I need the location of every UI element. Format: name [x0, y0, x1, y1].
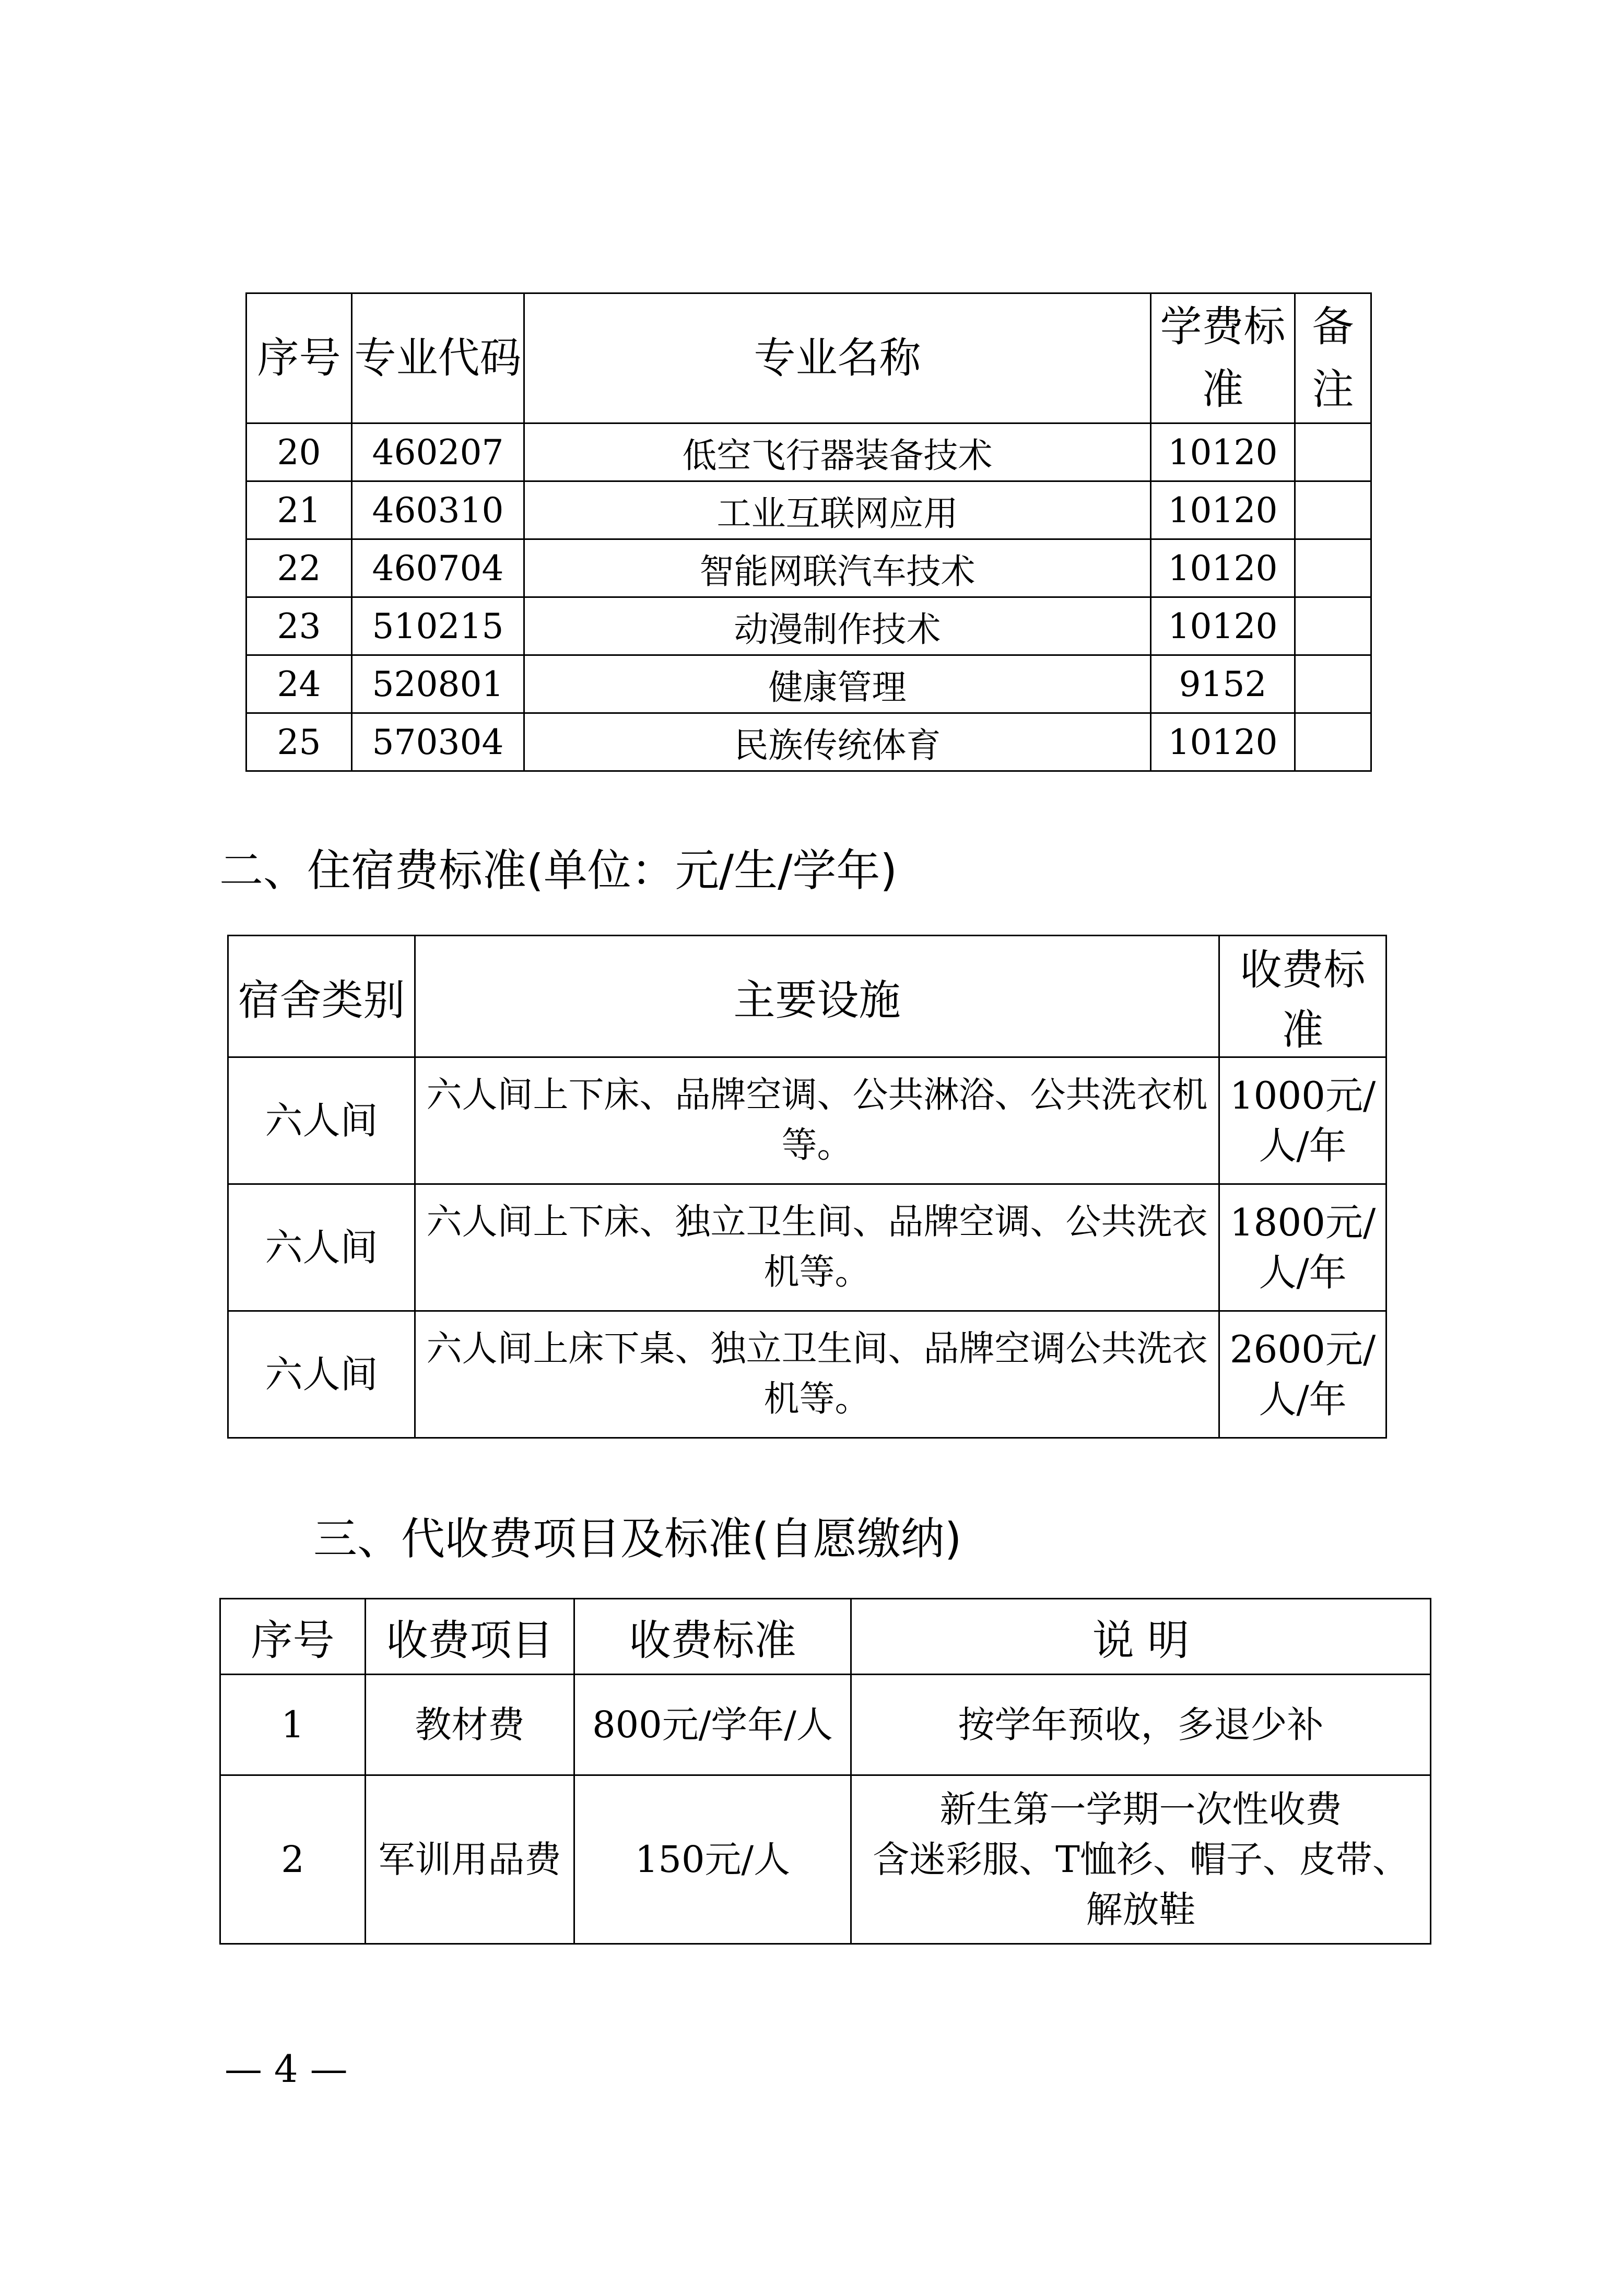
- cell-category: 六人间: [228, 1311, 415, 1438]
- table-row: [220, 1675, 1431, 1775]
- header-code: 专业代码: [352, 293, 524, 423]
- cell-fee: 1000元/人/年: [1219, 1057, 1386, 1184]
- desc-line: 含迷彩服、T恤衫、帽子、皮带、: [873, 1838, 1409, 1881]
- cell-item: 军训用品费: [366, 1775, 574, 1944]
- cell-index: 24: [246, 655, 352, 713]
- collection-fee-table: [219, 1598, 1431, 1945]
- section-2-heading: 二、住宿费标准(单位：元/生/学年): [219, 845, 898, 896]
- cell-index: 20: [246, 423, 352, 481]
- header-fee: 学费标准: [1151, 293, 1295, 423]
- cell-code: 460207: [352, 423, 524, 481]
- cell-name: 健康管理: [524, 655, 1151, 713]
- cell-note: [1295, 481, 1371, 539]
- cell-category: 六人间: [228, 1057, 415, 1184]
- table-row: [220, 1775, 1431, 1944]
- cell-index: 2: [220, 1775, 366, 1944]
- cell-note: [1295, 713, 1371, 771]
- header-category: 宿舍类别: [228, 936, 415, 1057]
- table-row: [228, 1184, 1386, 1311]
- cell-category: 六人间: [228, 1184, 415, 1311]
- cell-fee: 9152: [1151, 655, 1295, 713]
- cell-note: [1295, 597, 1371, 655]
- table-row: [246, 655, 1371, 713]
- cell-code: 570304: [352, 713, 524, 771]
- cell-code: 460704: [352, 539, 524, 597]
- header-index: 序号: [246, 293, 352, 423]
- cell-index: 23: [246, 597, 352, 655]
- dormitory-fee-table: [227, 935, 1387, 1439]
- table-row: [246, 539, 1371, 597]
- cell-fee: 10120: [1151, 597, 1295, 655]
- collection-table-header: [220, 1599, 1431, 1675]
- cell-fee: 10120: [1151, 539, 1295, 597]
- header-facilities: 主要设施: [415, 936, 1219, 1057]
- desc-line: 新生第一学期一次性收费: [939, 1788, 1342, 1831]
- cell-desc: [851, 1675, 1431, 1775]
- cell-name: 低空飞行器装备技术: [524, 423, 1151, 481]
- header-note: 备注: [1295, 293, 1371, 423]
- cell-item: 教材费: [366, 1675, 574, 1775]
- desc-line: 按学年预收，多退少补: [958, 1703, 1324, 1746]
- cell-fee: 2600元/人/年: [1219, 1311, 1386, 1438]
- cell-name: 动漫制作技术: [524, 597, 1151, 655]
- table-row: [246, 713, 1371, 771]
- cell-fee: 800元/学年/人: [574, 1675, 851, 1775]
- cell-name: 民族传统体育: [524, 713, 1151, 771]
- cell-note: [1295, 539, 1371, 597]
- cell-note: [1295, 423, 1371, 481]
- header-desc: 说 明: [851, 1599, 1431, 1675]
- desc-line: 解放鞋: [1086, 1888, 1196, 1931]
- header-fee: 收费标准: [574, 1599, 851, 1675]
- cell-index: 22: [246, 539, 352, 597]
- page-number: — 4 —: [225, 2047, 348, 2091]
- table-row: [228, 1311, 1386, 1438]
- cell-index: 1: [220, 1675, 366, 1775]
- table-row: [228, 1057, 1386, 1184]
- header-fee: 收费标准: [1219, 936, 1386, 1057]
- cell-code: 460310: [352, 481, 524, 539]
- cell-name: 智能网联汽车技术: [524, 539, 1151, 597]
- cell-fee: 10120: [1151, 713, 1295, 771]
- cell-fee: 150元/人: [574, 1775, 851, 1944]
- cell-index: 25: [246, 713, 352, 771]
- tuition-table: [245, 292, 1372, 772]
- cell-code: 520801: [352, 655, 524, 713]
- cell-name: 工业互联网应用: [524, 481, 1151, 539]
- table-row: [246, 597, 1371, 655]
- cell-index: 21: [246, 481, 352, 539]
- cell-facilities: 六人间上下床、独立卫生间、品牌空调、公共洗衣机等。: [415, 1184, 1219, 1311]
- header-item: 收费项目: [366, 1599, 574, 1675]
- table-row: [246, 481, 1371, 539]
- cell-desc: [851, 1775, 1431, 1944]
- table-row: [246, 423, 1371, 481]
- cell-fee: 1800元/人/年: [1219, 1184, 1386, 1311]
- cell-fee: 10120: [1151, 481, 1295, 539]
- section-3-heading: 三、代收费项目及标准(自愿缴纳): [313, 1513, 962, 1564]
- cell-fee: 10120: [1151, 423, 1295, 481]
- header-index: 序号: [220, 1599, 366, 1675]
- cell-facilities: 六人间上下床、品牌空调、公共淋浴、公共洗衣机等。: [415, 1057, 1219, 1184]
- header-name: 专业名称: [524, 293, 1151, 423]
- cell-facilities: 六人间上床下桌、独立卫生间、品牌空调公共洗衣机等。: [415, 1311, 1219, 1438]
- dormitory-table-header: [228, 936, 1386, 1057]
- tuition-table-header: [246, 293, 1371, 423]
- cell-code: 510215: [352, 597, 524, 655]
- cell-note: [1295, 655, 1371, 713]
